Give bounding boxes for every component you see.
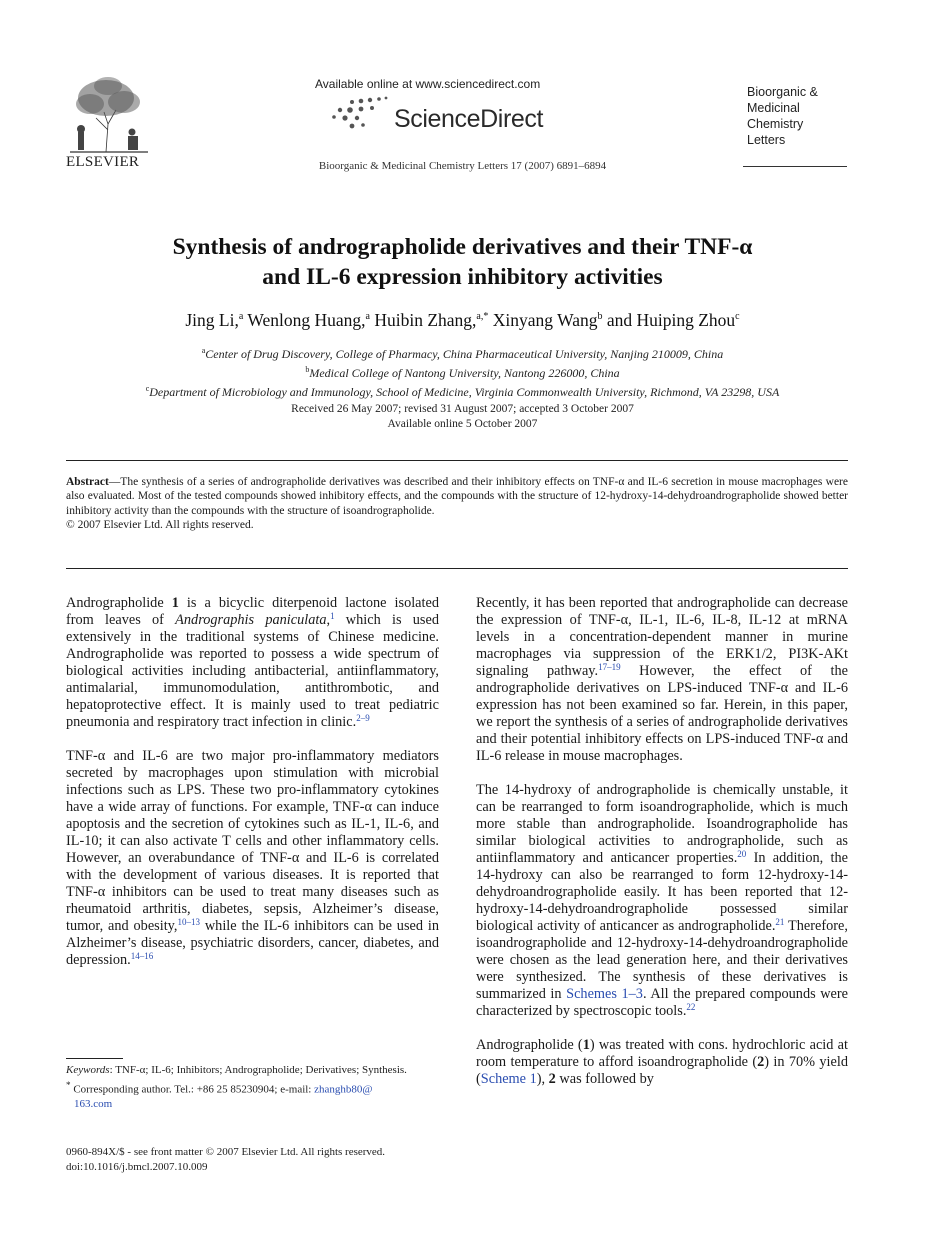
abstract xyxy=(66,475,848,533)
journal-divider xyxy=(743,166,847,167)
reference-link[interactable]: 21 xyxy=(775,917,785,927)
article-title xyxy=(60,232,865,292)
text-run: , xyxy=(326,612,331,628)
elsevier-tree-logo xyxy=(66,72,152,154)
email-link[interactable]: zhanghb80@ xyxy=(314,1083,373,1096)
affiliation-mark: b xyxy=(305,365,310,374)
reference-link[interactable]: 1 xyxy=(330,611,335,621)
scheme-link[interactable]: Scheme 1 xyxy=(480,1071,537,1087)
article-dates xyxy=(0,402,925,432)
author-name: Xinyang Wang xyxy=(492,310,598,330)
text-run: ), xyxy=(536,1071,549,1087)
abstract-label: Abstract xyxy=(66,476,109,488)
text-run: is a bicyclic diterpenoid lactone isolated from leaves of xyxy=(66,595,439,628)
journal-citation: Bioorganic & Medicinal Chemistry Letters 17 (2007) 6891–6894 xyxy=(318,160,607,172)
text-run: However, the effect of the andrographolide derivatives on LPS-induced TNF-α and IL-6 expression has not been examined so far. Herein, in this paper, we report the synthesis of a series of andrographolide derivatives and their potential inhibitory effects on LPS-induced TNF-α and IL-6 release in mouse macrophages. xyxy=(476,663,848,764)
abstract-top-rule xyxy=(66,460,848,461)
abstract-bottom-rule xyxy=(66,568,848,569)
corresponding-mark: * xyxy=(66,1079,71,1090)
affiliations xyxy=(40,343,885,400)
journal-title-line: Medicinal xyxy=(747,101,800,115)
corresponding-text: Corresponding author. Tel.: +86 25 85230904; e-mail: xyxy=(70,1083,315,1096)
corresponding-author xyxy=(66,1078,439,1097)
affiliation-text: Medical College of Nantong University, Nantong 226000, China xyxy=(309,366,620,380)
text-run: Recently, it has been reported that andrographolide can decrease the expression of TNF-α, IL-1, IL-6, IL-8, IL-12 at mRNA levels in a concentration-dependent manner in murine macrophages via suppression of the ERK1/2, PI3K-AKt signaling pathway. xyxy=(476,595,848,679)
abstract-copyright: © 2007 Elsevier Ltd. All rights reserved. xyxy=(66,519,254,532)
publisher-name: ELSEVIER xyxy=(66,154,140,170)
reference-link[interactable]: 20 xyxy=(737,849,747,859)
compound-number: 1 xyxy=(582,1037,590,1053)
text-run: In addition, the 14-hydroxy can also be rearranged to form 12-hydroxy-14-dehydroandrographolide easily. It has been reported that 12-hydroxy-14-dehydroandrographolide possessed similar biological activity of anticancer as andrographolide. xyxy=(476,850,848,934)
author-affiliation-mark: a xyxy=(365,311,370,322)
author-name: Wenlong Huang, xyxy=(247,310,366,330)
text-run: which is used extensively in the traditional systems of Chinese medicine. Andrographolide was reported to possess a wide spectrum of biological activities including antibacterial, antiinflammatory, antimalarial, immunomodulation, antithrombotic, and hepatoprotective effect. It is mainly used to treat pediatric pneumonia and respiratory tract infection in clinic. xyxy=(66,612,439,730)
keywords-text: : TNF-α; IL-6; Inhibitors; Andrographolide; Derivatives; Synthesis. xyxy=(109,1064,407,1076)
affiliation-line xyxy=(40,343,885,362)
abstract-body xyxy=(66,475,848,518)
sciencedirect-dots-icon xyxy=(330,96,390,130)
reference-link[interactable]: 17–19 xyxy=(598,662,621,672)
reference-link[interactable]: 14–16 xyxy=(130,951,154,961)
abstract-text: —The synthesis of a series of andrographolide derivatives was described and their inhibitory effects on TNF-α and IL-6 secretion in mouse macrophages were also evaluated. Most of the tested compounds showed inhibitory effects, and the compounds with the structure of 12-hydroxy-14-dehydroandrographolide showed better inhibitory activity than the compounds with the structure of isoandrographolide. xyxy=(66,476,848,517)
text-run: was followed by xyxy=(555,1071,654,1087)
text-run: Andrographolide ( xyxy=(476,1037,583,1053)
affiliation-text: Center of Drug Discovery, College of Pharmacy, China Pharmaceutical University, Nanjing 210009, China xyxy=(205,347,724,361)
front-matter-line: 0960-894X/$ - see front matter © 2007 Elsevier Ltd. All rights reserved. xyxy=(66,1146,386,1158)
affiliation-line xyxy=(40,362,885,381)
reference-link[interactable]: 22 xyxy=(686,1002,696,1012)
author-name: and Huiping Zhou xyxy=(606,310,736,330)
article-title-line: Synthesis of andrographolide derivatives and their TNF-α xyxy=(172,234,753,260)
available-online-date: Available online 5 October 2007 xyxy=(387,418,538,430)
reference-link[interactable]: 10–13 xyxy=(177,917,200,927)
author-list xyxy=(60,310,865,331)
author-name: Jing Li, xyxy=(185,310,239,330)
text-run: while the IL-6 inhibitors can be used in Alzheimer’s disease, psychiatric disorders, cancer, diabetes, and depression. xyxy=(66,918,440,968)
text-run: Andrographolide xyxy=(66,595,172,611)
journal-title-line: Letters xyxy=(747,133,786,147)
text-run: TNF-α and IL-6 are two major pro-inflammatory mediators secreted by macrophages upon stimulation with microbial infections such as LPS. These two pro-inflammatory cytokines have a wide array of functions. For example, TNF-α can induce apoptosis and the secretion of cytokines such as IL-1, IL-6, and IL-10; it can also activate T cells and other inflammatory cells. However, an overabundance of TNF-α and IL-6 is correlated with the development of various diseases. It is reported that TNF-α inhibitors can be used to treat many diseases such as rheumatoid arthritis, diabetes, sepsis, Alzheimer’s disease, tumor, and obesity, xyxy=(66,748,439,934)
author-affiliation-mark: a,* xyxy=(476,311,489,322)
body-left-column xyxy=(66,595,439,969)
text-run: The 14-hydroxy of andrographolide is chemically unstable, it can be rearranged to form isoandrographolide, which is much more stable than andrographolide. Isoandrographolide has similar biological activities to andrographolide, such as antiinflammatory and anticancer properties. xyxy=(476,782,848,866)
legal-info xyxy=(66,1145,385,1175)
paragraph xyxy=(476,1037,848,1088)
author-affiliation-mark: c xyxy=(735,311,740,322)
email-link[interactable]: 163.com xyxy=(74,1097,113,1110)
affiliation-line xyxy=(40,381,885,400)
compound-number: 2 xyxy=(548,1071,556,1087)
journal-title-line: Chemistry xyxy=(747,117,804,131)
reference-link[interactable]: 2–9 xyxy=(356,713,370,723)
journal-title xyxy=(747,84,847,148)
author-affiliation-mark: a xyxy=(238,311,244,322)
affiliation-mark: a xyxy=(201,346,206,355)
author-name: Huibin Zhang, xyxy=(374,310,477,330)
text-run: ) was treated with cons. hydrochloric acid at room temperature to afford isoandrographolide ( xyxy=(476,1037,848,1070)
keywords xyxy=(66,1063,439,1078)
received-dates: Received 26 May 2007; revised 31 August 2007; accepted 3 October 2007 xyxy=(291,403,634,415)
body-right-column xyxy=(476,595,848,1088)
compound-number: 2 xyxy=(757,1054,765,1070)
scheme-link[interactable]: Schemes 1–3 xyxy=(566,986,643,1002)
paragraph xyxy=(476,595,848,765)
journal-title-line: Bioorganic & xyxy=(747,85,818,99)
text-run: ) in 70% yield ( xyxy=(476,1054,848,1087)
compound-number: 1 xyxy=(171,595,179,611)
article-title-line: and IL-6 expression inhibitory activities xyxy=(262,264,663,290)
paragraph xyxy=(476,782,848,1020)
available-online-note: Available online at www.sciencedirect.com xyxy=(315,77,541,91)
species-name: Andrographis paniculata xyxy=(175,612,327,628)
paragraph xyxy=(66,595,439,731)
text-run: Therefore, isoandrographolide and 12-hydroxy-14-dehydroandrographolide were chosen as the lead generation here, and their derivatives were synthesized. The synthesis of these derivatives is summarized in xyxy=(476,918,848,1002)
corresponding-email-cont xyxy=(66,1097,439,1112)
affiliation-text: Department of Microbiology and Immunology, School of Medicine, Virginia Commonwealth University, Richmond, VA 23298, USA xyxy=(149,385,780,399)
paragraph xyxy=(66,748,439,969)
footnote-rule xyxy=(66,1058,123,1059)
affiliation-mark: c xyxy=(145,384,150,393)
author-affiliation-mark: b xyxy=(597,311,603,322)
doi-line: doi:10.1016/j.bmcl.2007.10.009 xyxy=(66,1161,208,1173)
text-run: . All the prepared compounds were characterized by spectroscopic tools. xyxy=(476,986,849,1019)
keywords-label: Keywords xyxy=(66,1064,110,1076)
footnotes xyxy=(66,1063,439,1111)
sciencedirect-brand: ScienceDirect xyxy=(394,105,544,133)
